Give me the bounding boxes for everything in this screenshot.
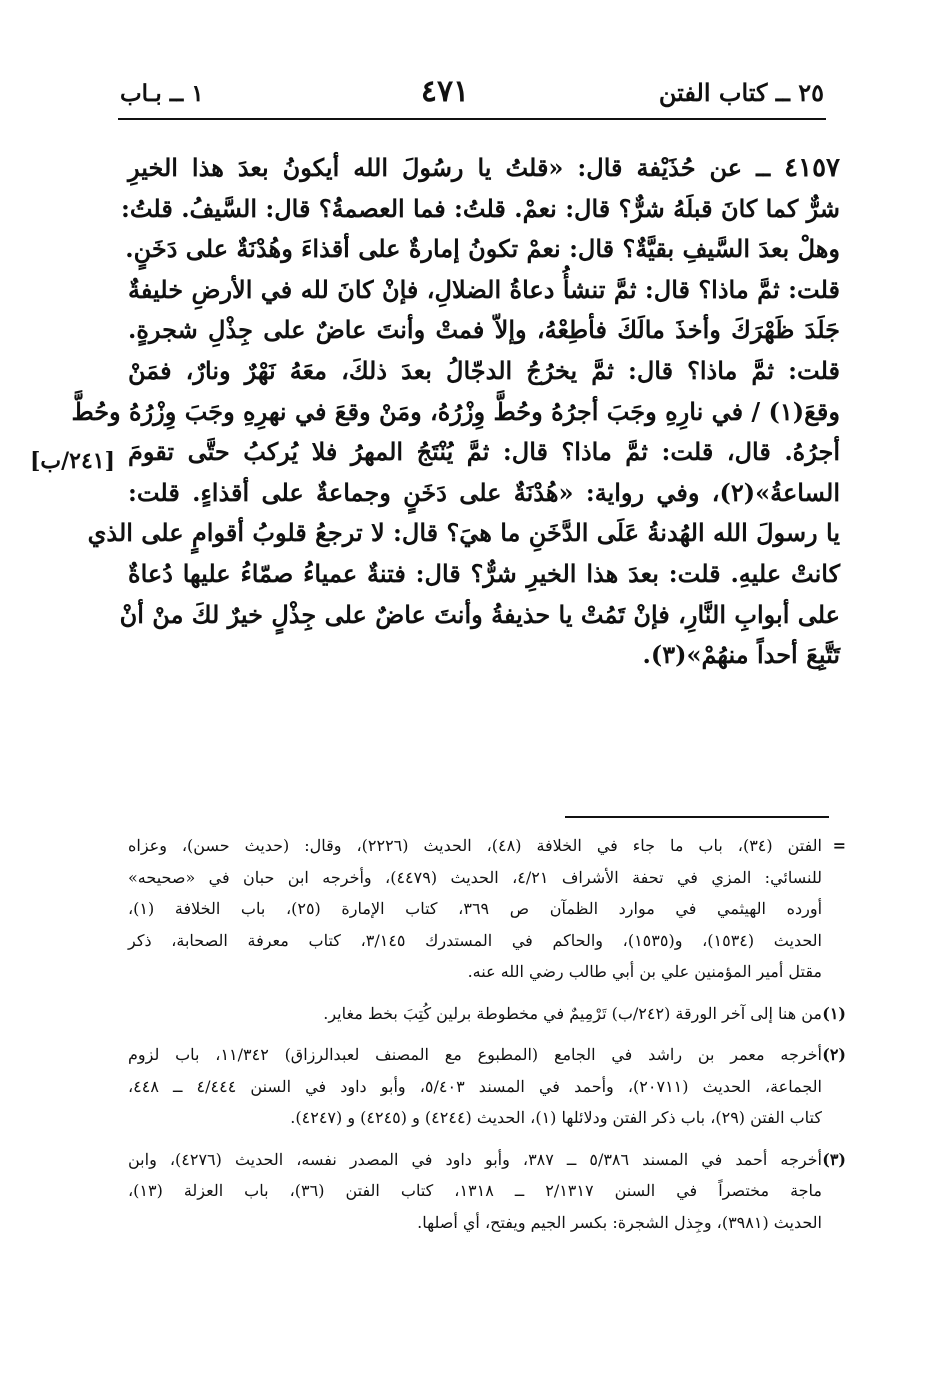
footnote-marker: = <box>832 836 846 855</box>
footnote-line: الفتن (٣٤)، باب ما جاء في الخلافة (٤٨)، الحديث (٢٢٢٦)، وقال: (حديث حسن)، وعزاه <box>128 836 822 855</box>
hadith-number: ٤١٥٧ <box>784 153 840 183</box>
footnote-line: الحديث (٣٩٨١)، وجِذل الشجرة: بكسر الجيم ويفتح، أي أصلها. <box>417 1212 822 1232</box>
hadith-line-text: ــ عن حُذَيْفة قال: «قلتُ يا رسُولَ الله أيكونُ بعدَ هذا الخيرِ <box>128 153 771 182</box>
hadith-line: أجرُهُ. قال، قلت: ثمَّ ماذا؟ قال: ثمَّ يُنْتَجُ المهرُ فلا يُركبُ حتَّى تقومَ <box>128 437 840 467</box>
footnote-2 <box>128 1039 846 1134</box>
footnote-marker: (٢) <box>822 1045 846 1064</box>
hadith-line: قلت: ثمَّ ماذا؟ قال: ثمَّ تنشأُ دعاةُ الضلالِ، فإنْ كانَ لله في الأرضِ خليفةٌ <box>128 274 840 304</box>
footnote-line: مقتل أمير المؤمنين علي بن أبي طالب رضي الله عنه. <box>467 962 822 981</box>
hadith-line: وهلْ بعدَ السَّيفِ بقيَّةٌ؟ قال: نعمْ تكونُ إمارةٌ على أقذاءَ وهُدْنَةٌ على دَخَنٍ. <box>125 234 840 264</box>
hadith-line: يا رسولَ الله الهُدنةُ عَلَى الدَّخَنِ ما هيَ؟ قال: لا ترجعُ قلوبُ أقوامٍ على الذي <box>87 518 840 548</box>
footnote-line: الجماعة، الحديث (٢٠٧١١)، وأحمد في المسند ٥/٤٠٣، وأبو داود في السنن ٤/٤٤٤ ــ ٤٤٨، <box>128 1076 822 1096</box>
hadith-line: على أبوابِ النَّارِ، فإنْ تَمُتْ يا حذيفةُ وأنتَ عاضٌ على جِذْلٍ خيرٌ لكَ منْ أنْ <box>119 599 840 629</box>
chapter-title: ٢٥ ــ كتاب الفتن <box>658 78 824 107</box>
footnote-marker: (٣) <box>822 1149 846 1169</box>
footnote-continued <box>128 830 846 988</box>
footnote-divider <box>565 816 829 818</box>
hadith-line: وقعَ(١) / في نارِهِ وجَبَ أجرُهُ وحُطَّ وِزْرُهُ، ومَنْ وقعَ في نهرِهِ وجَبَ وِزْرُهُ وحُطَّ <box>71 396 840 426</box>
hadith-line: شرٌّ كما كانَ قبلَهُ شرٌّ؟ قال: نعمْ. قلتُ: فما العصمةُ؟ قال: السَّيفُ. قلتُ: <box>121 193 840 223</box>
folio-margin-note: [٢٤١/ب] <box>30 448 116 474</box>
footnotes <box>128 830 846 1248</box>
hadith-line <box>128 148 840 189</box>
footnote-line: أخرجه معمر بن راشد في الجامع (المطبوع مع المصنف لعبدالرزاق) ١١/٣٤٢، باب لزوم <box>128 1045 823 1064</box>
header-divider <box>118 118 826 120</box>
footnote-3 <box>128 1144 846 1239</box>
page-number: ٤٧١ <box>420 74 470 109</box>
footnote-line: ماجة مختصراً في السنن ٢/١٣١٧ ــ ١٣١٨، كتاب الفتن (٣٦)، باب العزلة (١٣)، <box>128 1181 823 1200</box>
footnote-1 <box>128 998 846 1030</box>
footnote-line: أورده الهيثمي في موارد الظمآن ص ٣٦٩، كتاب الإمارة (٢٥)، باب الخلافة (١)، <box>128 899 823 918</box>
footnote-line: للنسائي: المزي في تحفة الأشراف ٤/٢١، الحديث (٤٤٧٩)، وأخرجه ابن حبان في «صحيحه» <box>128 867 823 887</box>
hadith-line: جَلَدَ ظَهْرَكَ وأخذَ مالَكَ فأطِعْهُ، وإلاّ فمتْ وأنتَ عاضٌ على جِذْلِ شجرةٍ. <box>128 315 840 345</box>
section-title: ١ ــ بـاب <box>120 80 204 107</box>
footnote-line: كتاب الفتن (٢٩)، باب ذكر الفتن ودلائلها (١)، الحديث (٤٢٤٤) و (٤٢٤٥) و (٤٢٤٧). <box>290 1108 822 1127</box>
footnote-line: من هنا إلى آخر الورقة (٢٤٢/ب) تَرْمِيمٌ في مخطوطة برلين كُتِبَ بخط مغاير. <box>323 1003 822 1023</box>
hadith-line: كانتْ عليهِ. قلت: بعدَ هذا الخيرِ شرٌّ؟ قال: فتنةٌ عمياءُ صمّاءُ عليها دُعاةٌ <box>128 558 840 588</box>
footnote-line: الحديث (١٥٣٤)، و(١٥٣٥)، والحاكم في المستدرك ٣/١٤٥، كتاب معرفة الصحابة، ذكر <box>128 930 822 950</box>
hadith-line: تَتَّبِعَ أحداً منهُمْ»(٣). <box>642 640 840 670</box>
footnote-marker: (١) <box>822 1003 846 1023</box>
hadith-line: قلت: ثمَّ ماذا؟ قال: ثمَّ يخرُجُ الدجّالُ بعدَ ذلكَ، معَهُ نَهْرٌ ونارٌ، فمَنْ <box>128 355 840 385</box>
footnote-line: أخرجه أحمد في المسند ٥/٣٨٦ ــ ٣٨٧، وأبو داود في المصدر نفسه، الحديث (٤٢٧٦)، وابن <box>128 1149 822 1169</box>
hadith-line: الساعةُ»(٢)، وفي رواية: «هُدْنَةٌ على دَخَنٍ وجماعةٌ على أقذاءٍ. قلت: <box>128 477 840 507</box>
